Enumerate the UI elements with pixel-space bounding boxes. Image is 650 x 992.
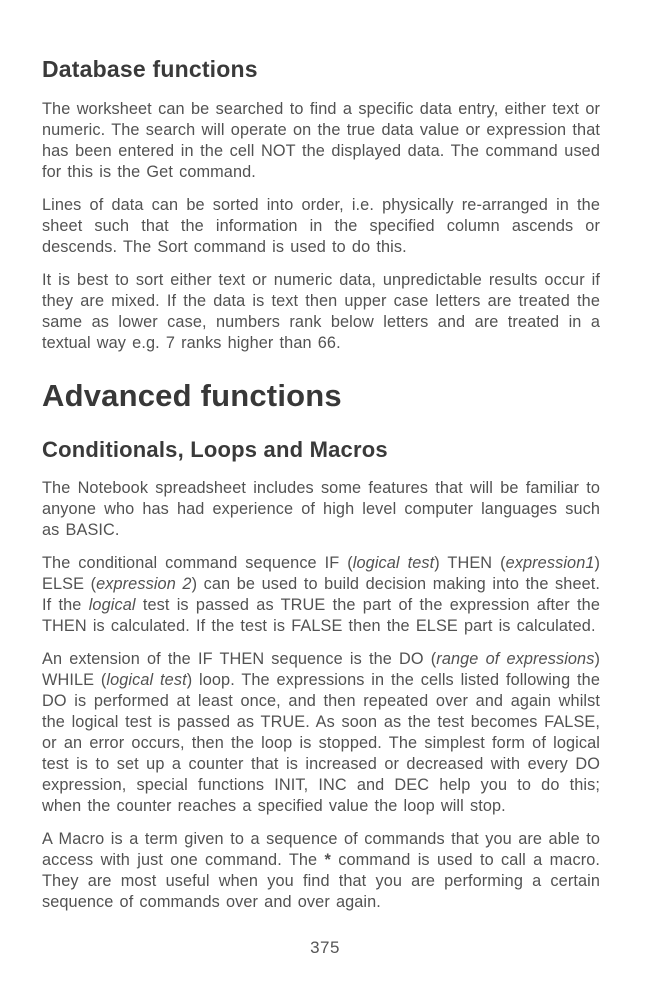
text-run: ) can be used to build decision making into the sheet. If the bbox=[42, 575, 601, 614]
text-run: Lines of data can be sorted into order, i.e. physically re-arranged in the sheet such that the information in the specified column ascends or descends. The Sort command is used to do this. bbox=[42, 196, 600, 256]
paragraph bbox=[42, 829, 600, 913]
page-number: 375 bbox=[310, 938, 340, 957]
paragraph bbox=[42, 270, 600, 354]
italic-text-run: expression1 bbox=[505, 554, 595, 572]
section-heading-conditionals-loops-macros: Conditionals, Loops and Macros bbox=[42, 437, 388, 462]
text-run: An extension of the IF THEN sequence is the DO ( bbox=[42, 650, 437, 668]
text-run: A Macro is a term given to a sequence of commands that you are able to access with just one command. The bbox=[42, 830, 600, 869]
chapter-heading-advanced-functions: Advanced functions bbox=[42, 378, 342, 413]
paragraph bbox=[42, 99, 600, 183]
text-run: The worksheet can be searched to find a specific data entry, either text or numeric. The search will operate on the true data value or expression that has been entered in the cell NOT the displayed data. The command used for this is the Get command. bbox=[42, 100, 600, 181]
advanced-functions-paragraphs bbox=[42, 478, 600, 913]
text-run: The conditional command sequence IF ( bbox=[42, 554, 353, 572]
italic-text-run: logical test bbox=[106, 671, 187, 689]
italic-text-run: logical bbox=[88, 596, 136, 614]
text-run: ) THEN ( bbox=[434, 554, 506, 572]
text-run: ) ELSE ( bbox=[42, 554, 601, 593]
text-run: The Notebook spreadsheet includes some features that will be familiar to anyone who has had experience of high level computer languages such as BASIC. bbox=[42, 479, 600, 539]
text-run: command is used to call a macro. They are most useful when you find that you are performing a certain sequence of commands over and over again. bbox=[42, 851, 600, 911]
paragraph bbox=[42, 195, 600, 258]
text-run: * bbox=[324, 851, 331, 869]
paragraph bbox=[42, 478, 600, 541]
paragraph bbox=[42, 553, 600, 637]
italic-text-run: logical test bbox=[352, 554, 435, 572]
italic-text-run: expression 2 bbox=[96, 575, 192, 593]
database-functions-paragraphs bbox=[42, 99, 600, 354]
italic-text-run: range of expressions bbox=[436, 650, 595, 668]
text-run: ) WHILE ( bbox=[42, 650, 600, 689]
text-run: test is passed as TRUE the part of the expression after the THEN is calculated. If the test is FALSE then the ELSE part is calculated. bbox=[42, 596, 600, 635]
section-heading-database-functions: Database functions bbox=[42, 56, 258, 82]
paragraph bbox=[42, 649, 600, 817]
text-run: ) loop. The expressions in the cells listed following the DO is performed at least once, and then repeated over and again whilst the logical test is passed as TRUE. As soon as the test becomes FALSE, or an error occurs, then the loop is stopped. The simplest form of logical test is to set up a counter that is increased or decreased with every DO expression, special functions INIT, INC and DEC help you to do this; when the counter reaches a specified value the loop will stop. bbox=[42, 671, 600, 815]
text-run: It is best to sort either text or numeric data, unpredictable results occur if they are mixed. If the data is text then upper case letters are treated the same as lower case, numbers rank below letters and are treated in a textual way e.g. 7 ranks higher than 66. bbox=[42, 271, 600, 352]
